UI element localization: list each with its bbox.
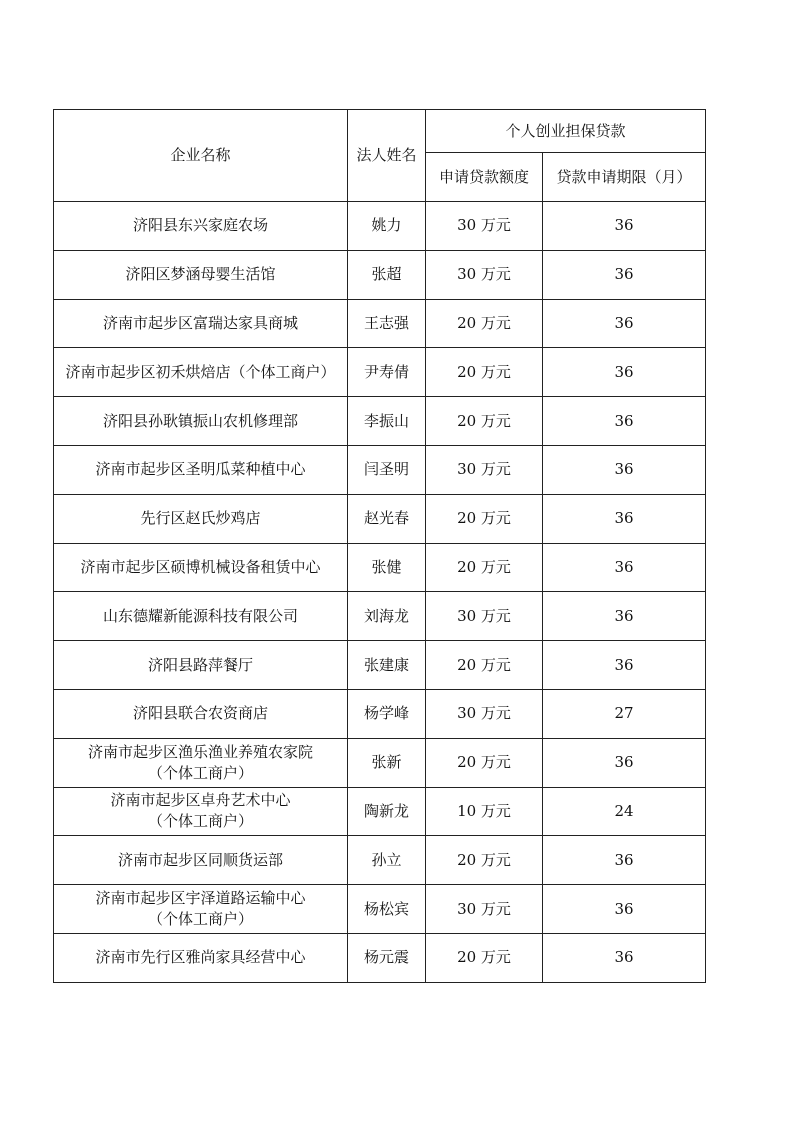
cell-term: 36: [543, 933, 706, 982]
cell-legal-person: 张健: [348, 543, 426, 592]
cell-company: [54, 445, 348, 494]
cell-amount: 20 万元: [426, 543, 543, 592]
header-loan-group: 个人创业担保贷款: [426, 110, 706, 153]
cell-term: 36: [543, 299, 706, 348]
cell-company: [54, 738, 348, 787]
company-name: 济阳县联合农资商店: [132, 704, 268, 723]
cell-amount: 30 万元: [426, 689, 543, 738]
company-name: 济阳县东兴家庭农场: [132, 216, 268, 235]
cell-term: 36: [543, 641, 706, 690]
cell-amount: 20 万元: [426, 494, 543, 543]
cell-amount: 20 万元: [426, 348, 543, 397]
cell-company: [54, 299, 348, 348]
cell-term: 36: [543, 397, 706, 446]
cell-legal-person: 张超: [348, 250, 426, 299]
table-row: [54, 543, 706, 592]
table-row: [54, 738, 706, 787]
cell-term: 36: [543, 445, 706, 494]
cell-company: [54, 250, 348, 299]
cell-amount: 30 万元: [426, 202, 543, 251]
cell-legal-person: 尹寿倩: [348, 348, 426, 397]
cell-legal-person: 杨学峰: [348, 689, 426, 738]
loan-table: [53, 109, 706, 983]
cell-legal-person: 姚力: [348, 202, 426, 251]
cell-company: [54, 885, 348, 934]
table-row: [54, 641, 706, 690]
company-name: 济南市起步区宇泽道路运输中心: [95, 889, 306, 908]
header-company: 企业名称: [54, 110, 348, 202]
cell-term: 36: [543, 836, 706, 885]
cell-legal-person: 王志强: [348, 299, 426, 348]
table-row: [54, 836, 706, 885]
company-name: 济阳区梦涵母婴生活馆: [125, 265, 276, 284]
cell-amount: 20 万元: [426, 641, 543, 690]
cell-amount: 30 万元: [426, 885, 543, 934]
cell-company: [54, 348, 348, 397]
cell-amount: 30 万元: [426, 445, 543, 494]
cell-amount: 20 万元: [426, 299, 543, 348]
header-term: 贷款申请期限（月）: [543, 153, 706, 202]
cell-legal-person: 杨松宾: [348, 885, 426, 934]
table-row: [54, 202, 706, 251]
cell-legal-person: 刘海龙: [348, 592, 426, 641]
cell-company: [54, 641, 348, 690]
cell-amount: 20 万元: [426, 836, 543, 885]
cell-term: 36: [543, 543, 706, 592]
table-row: [54, 689, 706, 738]
cell-term: 36: [543, 202, 706, 251]
table-row: [54, 397, 706, 446]
cell-company: [54, 836, 348, 885]
cell-legal-person: 陶新龙: [348, 787, 426, 836]
table-row: [54, 250, 706, 299]
cell-company: [54, 787, 348, 836]
company-name: 济南市起步区富瑞达家具商城: [102, 313, 298, 332]
cell-company: [54, 689, 348, 738]
cell-company: [54, 543, 348, 592]
company-name: 济阳县路萍餐厅: [147, 655, 253, 674]
table-body: [54, 202, 706, 983]
cell-company: [54, 933, 348, 982]
company-name: 济南市起步区卓舟艺术中心: [110, 791, 291, 810]
cell-amount: 30 万元: [426, 592, 543, 641]
cell-company: [54, 494, 348, 543]
header-amount: 申请贷款额度: [426, 153, 543, 202]
table-row: [54, 592, 706, 641]
table-row: [54, 933, 706, 982]
cell-company: [54, 592, 348, 641]
cell-term: 36: [543, 885, 706, 934]
cell-legal-person: 张建康: [348, 641, 426, 690]
company-name: 济南市起步区同顺货运部: [117, 850, 283, 869]
table-row: [54, 494, 706, 543]
table-header: [54, 110, 706, 202]
company-name: 济南市先行区雅尚家具经营中心: [95, 948, 306, 967]
cell-legal-person: 孙立: [348, 836, 426, 885]
company-name: 济南市起步区圣明瓜菜种植中心: [95, 460, 306, 479]
company-name-suffix: （个体工商户）: [147, 763, 253, 782]
company-name-suffix: （个体工商户）: [147, 812, 253, 831]
company-name-suffix: （个体工商户）: [147, 910, 253, 929]
table-row: [54, 445, 706, 494]
company-name: 济南市起步区渔乐渔业养殖农家院: [87, 742, 313, 761]
cell-term: 36: [543, 348, 706, 397]
cell-term: 36: [543, 592, 706, 641]
cell-term: 24: [543, 787, 706, 836]
cell-legal-person: 杨元震: [348, 933, 426, 982]
cell-amount: 20 万元: [426, 738, 543, 787]
cell-amount: 20 万元: [426, 397, 543, 446]
company-name: 山东德耀新能源科技有限公司: [102, 606, 298, 625]
table-row: [54, 885, 706, 934]
cell-company: [54, 397, 348, 446]
cell-legal-person: 赵光春: [348, 494, 426, 543]
cell-term: 36: [543, 250, 706, 299]
cell-term: 27: [543, 689, 706, 738]
cell-amount: 30 万元: [426, 250, 543, 299]
cell-term: 36: [543, 494, 706, 543]
table-row: [54, 299, 706, 348]
company-name: 济阳县孙耿镇振山农机修理部: [102, 411, 298, 430]
cell-legal-person: 闫圣明: [348, 445, 426, 494]
cell-legal-person: 李振山: [348, 397, 426, 446]
table-row: [54, 787, 706, 836]
company-name: 先行区赵氏炒鸡店: [140, 509, 261, 528]
cell-company: [54, 202, 348, 251]
table-row: [54, 348, 706, 397]
company-name: 济南市起步区硕博机械设备租赁中心: [80, 557, 321, 576]
cell-amount: 10 万元: [426, 787, 543, 836]
company-name: 济南市起步区初禾烘焙店（个体工商户）: [65, 362, 336, 381]
header-legal-person: 法人姓名: [348, 110, 426, 202]
cell-term: 36: [543, 738, 706, 787]
cell-amount: 20 万元: [426, 933, 543, 982]
cell-legal-person: 张新: [348, 738, 426, 787]
